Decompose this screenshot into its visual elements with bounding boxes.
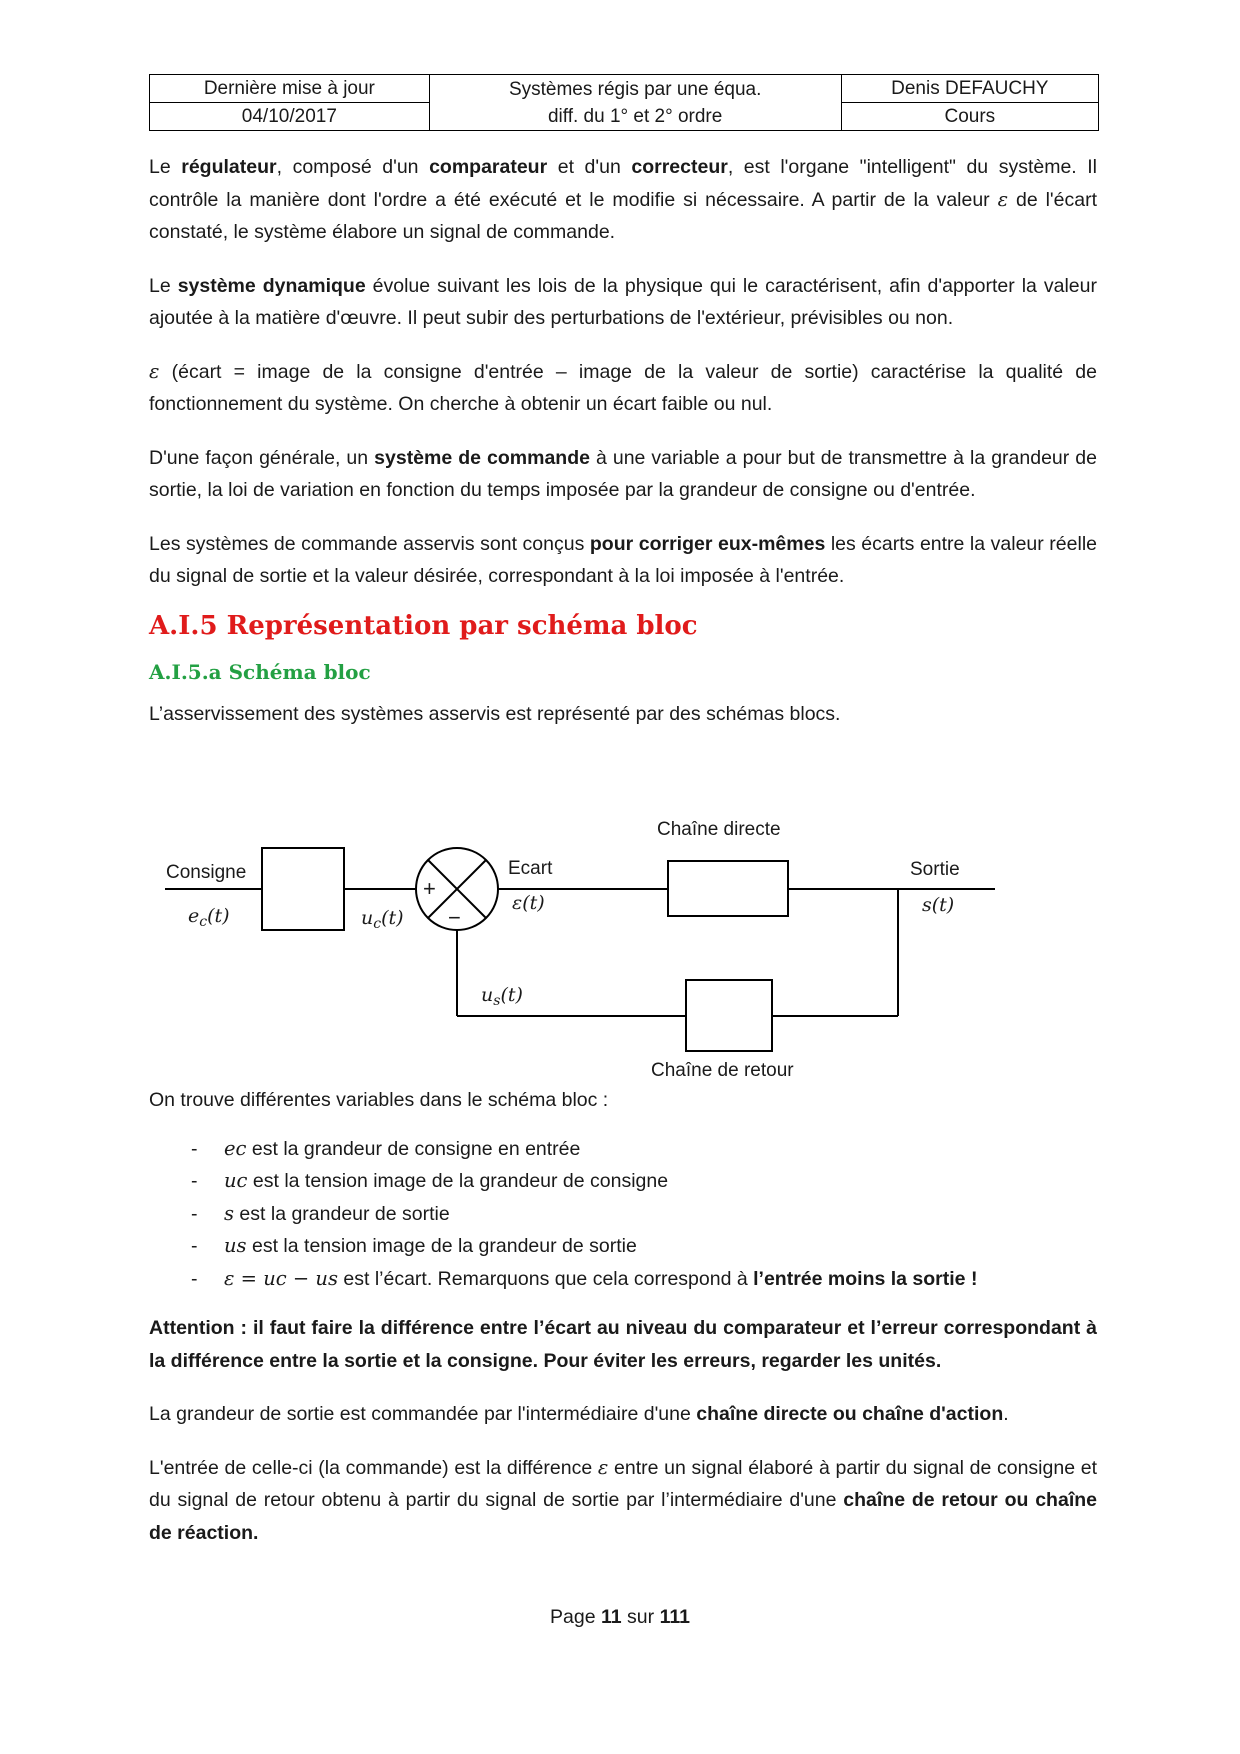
last-update-label: Dernière mise à jour (150, 75, 430, 103)
paragraph-asservis: Les systèmes de commande asservis sont conçus pour corriger eux-mêmes les écarts entre la valeur réelle du signal de sortie et la valeur désirée, correspondant à la loi imposée à l'entrée. (149, 532, 1097, 587)
section-title: A.I.5 Représentation par schéma bloc (149, 610, 698, 641)
block-diagram (0, 800, 1240, 1090)
minus-sign: − (448, 905, 461, 930)
variables-list (149, 1133, 1097, 1296)
plus-sign: + (423, 876, 436, 901)
list-item: - uc est la tension image de la grandeur de consigne (191, 1169, 669, 1192)
label-epsilon: ε(t) (512, 892, 545, 914)
intro-text: L’asservissement des systèmes asservis est représenté par des schémas blocs. (149, 702, 841, 725)
label-consigne: Consigne (166, 862, 247, 883)
list-item: - ε = uc − us est l’écart. Remarquons que cela correspond à l’entrée moins la sortie ! (191, 1266, 978, 1290)
label-us: $u_s(t)$ (481, 984, 523, 1009)
lower-content (149, 1084, 1097, 1549)
page-footer: Page 11 sur 111 (550, 1606, 690, 1628)
paragraph-chaine-retour: L'entrée de celle-ci (la commande) est la différence ε entre un signal élaboré à partir du signal de consigne et du signal de retour obtenu à partir du signal de sortie par l’intermédiaire d'une chaîne de retour ou chaîne de réaction. (149, 1455, 1098, 1544)
subsection-title: A.I.5.a Schéma bloc (149, 659, 371, 684)
paragraph-chaine-directe: La grandeur de sortie est commandée par l'intermédiaire d'une chaîne directe ou chaîne d'action. (149, 1403, 1009, 1425)
paragraph-systeme-commande: D'une façon générale, un système de commande à une variable a pour but de transmettre à la grandeur de sortie, la loi de variation en fonction du temps imposée par la grandeur de consigne ou d'entrée. (149, 446, 1097, 501)
paragraph-regulateur: Le régulateur, composé d'un comparateur et d'un correcteur, est l'organe "intelligent" du système. Il contrôle la manière dont l'ordre a été exécuté et le modifie si nécessaire. A partir de la valeur ε de l'écart constaté, le système élabore un signal de commande. (149, 156, 1098, 243)
list-item: - ec est la grandeur de consigne en entrée (191, 1136, 581, 1160)
vars-intro: On trouve différentes variables dans le schéma bloc : (149, 1089, 609, 1111)
author: Denis DEFAUCHY (841, 75, 1098, 103)
attention-note: Attention : il faut faire la différence entre l’écart au niveau du comparateur et l’erreur correspondant à la différence entre la sortie et la consigne. Pour éviter les erreurs, regarder les unités. (149, 1317, 1097, 1372)
paragraph-systeme-dynamique: Le système dynamique évolue suivant les lois de la physique qui le caractérisent, afin d'apporter la valeur ajoutée à la matière d'œuvre. Il peut subir des perturbations de l'extérieur, prévisibles ou non. (149, 274, 1097, 329)
list-item: - us est la tension image de la grandeur de sortie (191, 1234, 637, 1257)
label-ec: $e_c(t)$ (188, 905, 230, 930)
input-block (262, 848, 344, 930)
subject-line2: diff. du 1° et 2° ordre (547, 105, 723, 127)
feedback-chain-block (686, 980, 772, 1051)
label-s: s(t) (922, 894, 955, 916)
header-table (149, 74, 1099, 131)
list-item: - s est la grandeur de sortie (191, 1201, 450, 1225)
subject-cell (429, 75, 841, 131)
label-ecart: Ecart (508, 858, 553, 879)
subject-line1: Systèmes régis par une équa. (508, 78, 762, 100)
label-chaine-retour: Chaîne de retour (651, 1060, 794, 1081)
date: 04/10/2017 (150, 103, 430, 131)
doc-type: Cours (841, 103, 1098, 131)
page-content (149, 74, 1097, 730)
label-sortie: Sortie (910, 859, 960, 880)
label-chaine-directe: Chaîne directe (657, 819, 781, 840)
direct-chain-block (668, 861, 788, 916)
label-uc: $u_c(t)$ (361, 907, 404, 932)
paragraph-ecart: ε (écart = image de la consigne d'entrée – image de la valeur de sortie) caractérise la qualité de fonctionnement du système. On cherche à obtenir un écart faible ou nul. (149, 359, 1097, 415)
